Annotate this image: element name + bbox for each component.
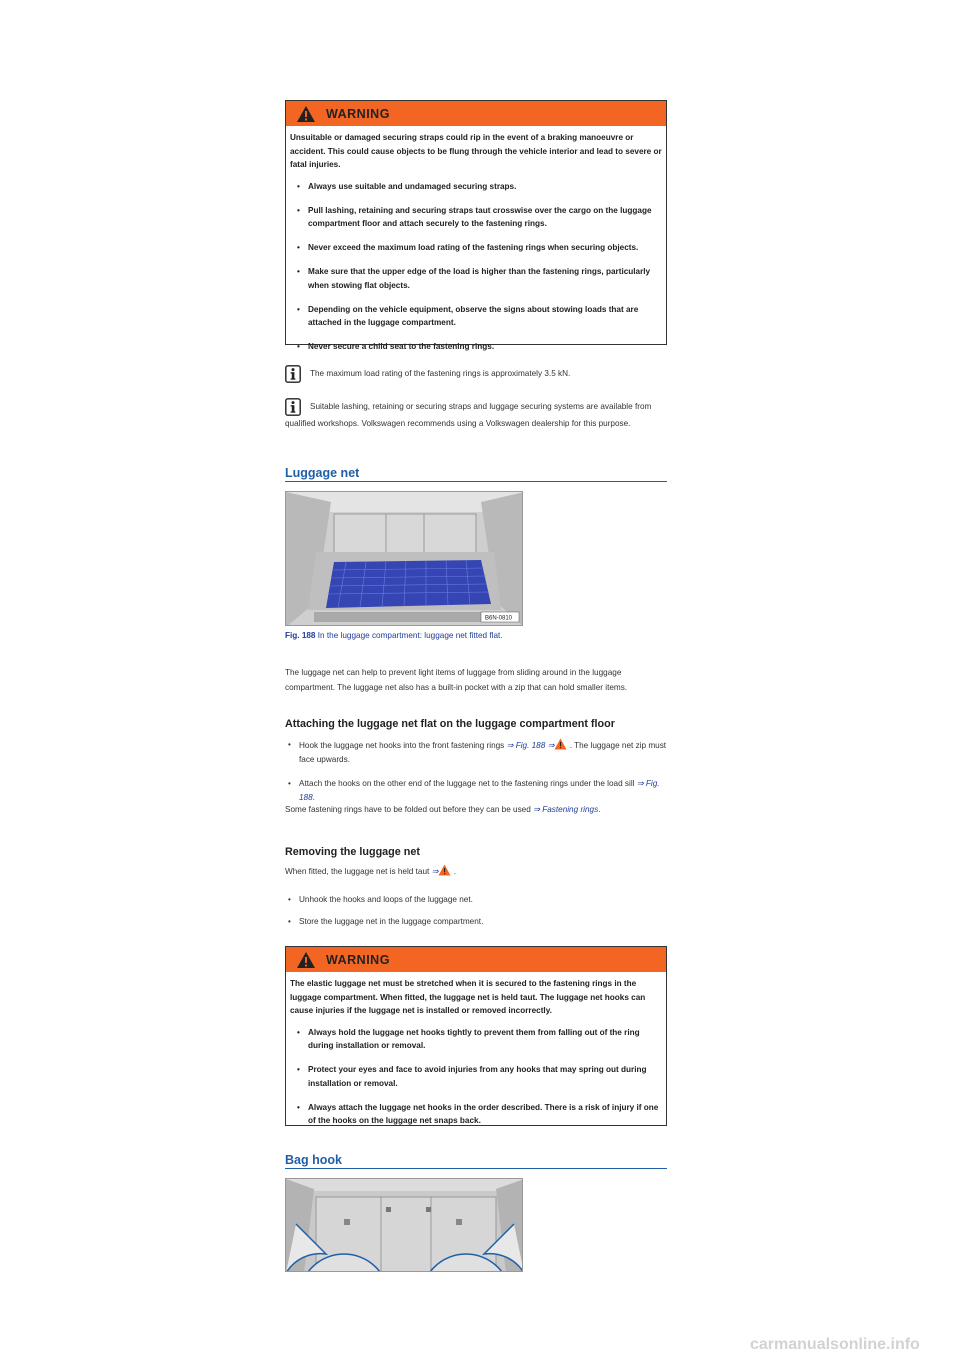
warning-triangle-icon xyxy=(296,105,316,123)
removing-steps xyxy=(285,893,670,929)
warning-item: • Always hold the luggage net hooks tightly to prevent them from falling out of the ring during installation or removal. xyxy=(290,1026,662,1053)
note-text: Suitable lashing, retaining or securing straps and luggage securing systems are available from qualified workshops. Volkswagen recommends using a Volkswagen dealership for this purpose. xyxy=(285,402,652,428)
fastening-rings-link[interactable]: ⇒ Fastening rings xyxy=(533,805,599,814)
warning-item: • Make sure that the upper edge of the load is higher than the fastening rings, particularly when stowing flat objects. xyxy=(290,265,662,292)
warning-link-icon[interactable] xyxy=(438,864,451,876)
warning-item: • Pull lashing, retaining and securing straps taut crosswise over the cargo on the luggage compartment floor and attach securely to the fastening rings. xyxy=(290,204,662,231)
watermark: carmanualsonline.info xyxy=(750,1336,920,1353)
warning-triangle-icon xyxy=(296,951,316,969)
attaching-steps xyxy=(285,738,670,805)
warning-title: WARNING xyxy=(326,106,390,121)
warning-intro: Unsuitable or damaged securing straps could rip in the event of a braking manoeuvre or accident. This could cause objects to be flung through the vehicle interior and lead to severe or fatal injuries. xyxy=(290,133,662,169)
warning-list xyxy=(290,1026,662,1128)
warning-item: • Depending on the vehicle equipment, observe the signs about stowing loads that are attached in the luggage compartment. xyxy=(290,303,662,330)
step-item: • Attach the hooks on the other end of the luggage net to the fastening rings under the load sill ⇒ Fig. 188. xyxy=(285,777,670,805)
paragraph: When fitted, the luggage net is held taut ⇒ . xyxy=(285,864,670,880)
section-heading: Luggage net xyxy=(285,466,667,482)
warning-item: • Always use suitable and undamaged securing straps. xyxy=(290,180,662,194)
figure-code: B6N-0810 xyxy=(485,615,513,622)
caption-text: In the luggage compartment: luggage net fitted flat. xyxy=(317,631,503,640)
warning-link-arrow[interactable]: ⇒ xyxy=(431,867,439,876)
subheading: Removing the luggage net xyxy=(285,846,420,858)
figure-link[interactable]: ⇒ Fig. 188 xyxy=(299,779,660,802)
warning-item: • Protect your eyes and face to avoid injuries from any hooks that may spring out during installation or removal. xyxy=(290,1063,662,1090)
paragraph: Some fastening rings have to be folded out before they can be used ⇒ Fastening rings. xyxy=(285,805,601,814)
figure-link[interactable]: ⇒ Fig. 188 xyxy=(506,741,546,750)
figure-bag-hook xyxy=(285,1178,523,1272)
info-note xyxy=(285,398,660,431)
warning-header xyxy=(286,947,666,972)
step-item: • Unhook the hooks and loops of the luggage net. xyxy=(285,893,670,907)
warning-item: • Never exceed the maximum load rating of the fastening rings when securing objects. xyxy=(290,241,662,255)
note-text: The maximum load rating of the fastening rings is approximately 3.5 kN. xyxy=(310,369,571,379)
paragraph: The luggage net can help to prevent light items of luggage from sliding around in the luggage compartment. The luggage net also has a built-in pocket with a zip that can hold smaller items. xyxy=(285,668,628,692)
info-icon xyxy=(285,398,301,416)
luggage-compartment-image xyxy=(286,492,523,626)
warning-title: WARNING xyxy=(326,952,390,967)
warning-item: • Never secure a child seat to the fastening rings. xyxy=(290,340,662,354)
warning-header xyxy=(286,101,666,126)
figure-caption xyxy=(285,631,503,640)
caption-label: Fig. 188 xyxy=(285,631,316,640)
warning-box xyxy=(285,946,667,1126)
warning-link-arrow[interactable]: ⇒ xyxy=(547,741,555,750)
subheading: Attaching the luggage net flat on the luggage compartment floor xyxy=(285,718,615,730)
warning-item: • Always attach the luggage net hooks in the order described. There is a risk of injury if one of the hooks on the luggage net snaps back. xyxy=(290,1101,662,1128)
warning-box xyxy=(285,100,667,351)
warning-intro: The elastic luggage net must be stretched when it is secured to the fastening rings in the luggage compartment. When fitted, the luggage net is held taut. The luggage net hooks can cause injuries if the luggage net is installed or removed incorrectly. xyxy=(290,979,646,1015)
warning-list xyxy=(290,180,662,354)
bag-hook-image xyxy=(286,1179,523,1272)
info-note xyxy=(285,365,675,383)
figure-luggage-net xyxy=(285,491,523,626)
step-item: • Store the luggage net in the luggage compartment. xyxy=(285,915,670,929)
info-icon xyxy=(285,365,301,383)
section-heading: Bag hook xyxy=(285,1153,667,1169)
warning-link-icon[interactable] xyxy=(554,738,567,750)
step-item: • Hook the luggage net hooks into the front fastening rings ⇒ Fig. 188 ⇒ . The luggage net zip must face upwards. xyxy=(285,738,670,767)
